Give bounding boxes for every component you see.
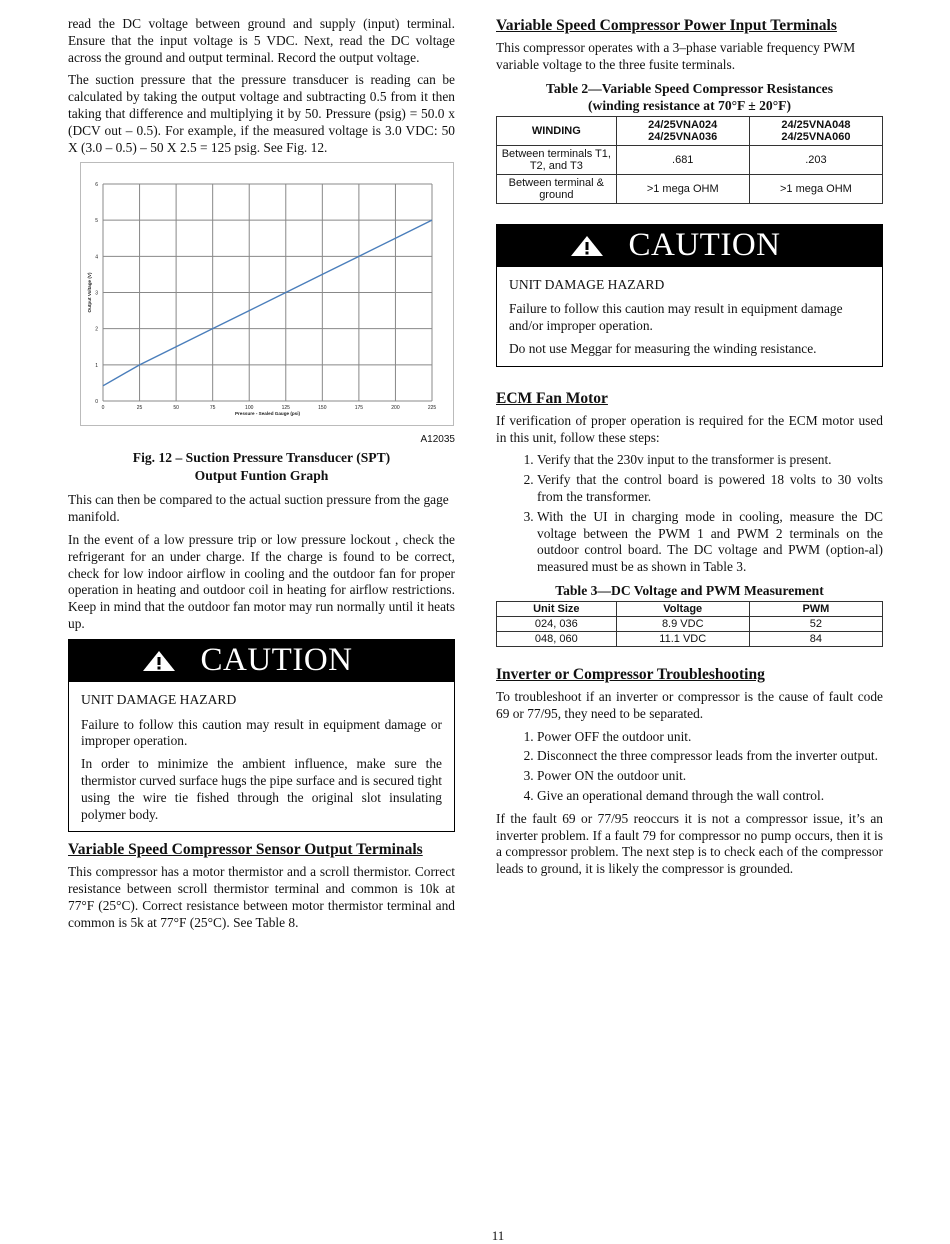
y-axis-label: Output Voltage (V) (87, 272, 92, 313)
caution-hazard: UNIT DAMAGE HAZARD (81, 691, 237, 707)
figure-code: A12035 (420, 434, 455, 446)
paragraph: read the DC voltage between ground and supply (input) terminal. Ensure that the input voltage is 5 VDC. Next, read the DC voltage across the ground and output terminal. Record the output voltage. (68, 16, 455, 65)
caution-text: Failure to follow this caution may result in equipment damage and/or improper operation. (509, 301, 843, 334)
inverter-steps-list (496, 729, 883, 805)
table-cell: >1 mega OHM (616, 174, 749, 203)
table-cell: 84 (749, 631, 882, 646)
warning-triangle-icon (570, 235, 604, 257)
list-item: 4. Give an operational demand through the wall control. (537, 788, 883, 805)
caution-text: Do not use Meggar for measuring the winding resistance. (509, 340, 817, 356)
table-cell: Between terminal & ground (497, 174, 617, 203)
list-item: 1. Power OFF the outdoor unit. (537, 729, 883, 746)
table-title (496, 80, 883, 114)
y-tick-label: 1 (95, 363, 98, 370)
table-cell: 8.9 VDC (616, 616, 749, 631)
caution-body (69, 682, 454, 832)
list-item: 2. Disconnect the three compressor leads from the inverter output. (537, 748, 883, 765)
table-cell: 11.1 VDC (616, 631, 749, 646)
table-header: 24/25VNA048 24/25VNA060 (749, 116, 882, 145)
caution-hazard: UNIT DAMAGE HAZARD (509, 276, 665, 292)
caution-text: In order to minimize the ambient influence, make sure the thermistor curved surface hugs the pipe surface and is secured tight using the wire tie fished through the original slot insulating polymer body. (81, 756, 442, 822)
table-header: Voltage (616, 601, 749, 616)
y-tick-label: 4 (95, 254, 98, 261)
caution-header (497, 225, 882, 267)
figure-caption-line-1: Fig. 12 – Suction Pressure Transducer (SPT) (132, 450, 391, 466)
right-column (496, 16, 883, 884)
table-header: Unit Size (497, 601, 617, 616)
paragraph: This compressor operates with a 3–phase variable frequency PWM variable voltage to the three fusite terminals. (496, 40, 856, 72)
list-item: 2. Verify that the control board is powered 18 volts to 30 volts from the transformer. (537, 472, 883, 506)
paragraph: To troubleshoot if an inverter or compressor is the cause of fault code 69 or 77/95, they need to be separated. (496, 688, 883, 721)
paragraph: If the fault 69 or 77/95 reoccurs it is not a compressor issue, it’s an inverter problem. If a fault 79 for compressor no pump occurs, then it is a compressor problem. The next step is to check each of the compressor leads to ground, it is likely the compressor is grounded. (496, 810, 883, 877)
x-tick-label: 75 (209, 405, 216, 412)
list-item: 3. With the UI in charging mode in cooling, measure the DC voltage between the PWM 1 and PWM 2 terminals on the outdoor control board. The DC voltage and PWM (option-al) measured must be as shown in Table 3. (537, 509, 883, 576)
page-number: 11 (491, 1228, 505, 1243)
y-tick-label: 5 (95, 218, 98, 225)
y-tick-label: 3 (95, 290, 98, 297)
ecm-steps-list (496, 452, 883, 576)
x-tick-label: 150 (318, 405, 327, 412)
table-cell: .681 (616, 145, 749, 174)
y-tick-label: 6 (95, 182, 98, 189)
figure-caption-line-2: Output Funtion Graph (194, 467, 329, 483)
y-tick-label: 0 (95, 399, 98, 406)
table-cell: Between terminals T1, T2, and T3 (497, 145, 617, 174)
resistance-table (496, 116, 883, 204)
x-tick-label: 125 (281, 405, 290, 412)
list-item: 3. Power ON the outdoor unit. (537, 768, 883, 785)
x-axis-label: Pressure - Sealed Gauge (psi) (234, 411, 301, 417)
caution-box (68, 639, 455, 833)
list-item: 1. Verify that the 230v input to the transformer is present. (537, 452, 883, 469)
left-column (68, 16, 455, 938)
x-tick-label: 25 (136, 405, 143, 412)
series-line (103, 221, 432, 387)
section-heading: Variable Speed Compressor Power Input Terminals (496, 17, 837, 34)
caution-header (69, 640, 454, 682)
x-tick-label: 225 (427, 405, 437, 412)
x-tick-label: 0 (101, 405, 105, 412)
paragraph: The suction pressure that the pressure transducer is reading can be calculated by taking the output voltage and subtracting 0.5 from it then taking that difference and multiplying it by 50. Pressure (psig) = 50.0 x (DCV out – 0.5). For example, if the measured voltage is 3.0 VDC: 50 X (3.0 – 0.5) – 50 X 2.5 = 125 psig. See Fig. 12. (68, 72, 455, 155)
x-tick-label: 100 (245, 405, 254, 412)
table-title: Table 3—DC Voltage and PWM Measurement (555, 582, 824, 598)
table-title-line-2: (winding resistance at 70°F ± 20°F) (588, 97, 791, 113)
table-cell: 52 (749, 616, 882, 631)
x-tick-label: 175 (354, 405, 364, 412)
table-title-line-1: Table 2—Variable Speed Compressor Resistances (546, 80, 833, 96)
section-heading: Inverter or Compressor Troubleshooting (496, 665, 765, 683)
paragraph: This compressor has a motor thermistor and a scroll thermistor. Correct resistance between scroll thermistor terminal and common is 10k at 77°F (25°C). Correct resistance between motor thermistor terminal and common is 5k at 77°F (25°C). See Table 8. (68, 864, 455, 930)
caution-text: Failure to follow this caution may result in equipment damage or improper operation. (81, 716, 442, 749)
table-cell: .203 (749, 145, 882, 174)
section-heading: Variable Speed Compressor Sensor Output Terminals (68, 841, 423, 859)
paragraph: This can then be compared to the actual suction pressure from the gage manifold. (68, 492, 449, 525)
table-header: PWM (749, 601, 882, 616)
caution-title: CAUTION (200, 642, 353, 679)
paragraph: In the event of a low pressure trip or low pressure lockout , check the refrigerant for an under charge. If the charge is found to be correct, check for low indoor airflow in cooling and the outdoor fan for proper operation in heating and outdoor coil in heating for airflow restrictions. Keep in mind that the outdoor fan motor may run normally until it heats up. (68, 531, 455, 631)
warning-triangle-icon (142, 650, 176, 672)
pwm-table (496, 601, 883, 647)
table-cell: 048, 060 (497, 631, 617, 646)
caution-box (496, 224, 883, 367)
x-tick-label: 50 (173, 405, 179, 412)
caution-body (497, 267, 882, 366)
table-cell: >1 mega OHM (749, 174, 882, 203)
section-heading: ECM Fan Motor (496, 389, 608, 407)
chart-canvas (81, 163, 453, 425)
table-cell: 024, 036 (497, 616, 617, 631)
x-tick-label: 200 (391, 405, 400, 412)
figure-caption (68, 449, 455, 484)
y-tick-label: 2 (95, 327, 98, 334)
paragraph: If verification of proper operation is required for the ECM motor used in this unit, follow these steps: (496, 412, 883, 445)
table-header: 24/25VNA024 24/25VNA036 (616, 116, 749, 145)
caution-title: CAUTION (628, 227, 781, 264)
spt-output-chart (80, 162, 454, 426)
table-header: WINDING (497, 116, 617, 145)
